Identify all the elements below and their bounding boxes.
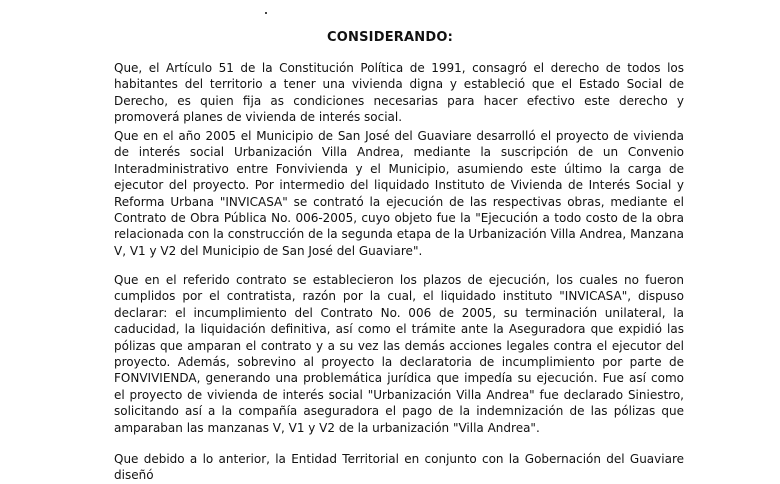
paragraph-territorial-entity: Que debido a lo anterior, la Entidad Territorial en conjunto con la Gobernación del Guaviare diseñó (114, 452, 684, 483)
section-heading: CONSIDERANDO: (327, 30, 453, 45)
paragraph-contract-breach: Que en el referido contrato se establecieron los plazos de ejecución, los cuales no fueron cumplidos por el contratista, razón por la cual, el liquidado instituto "INVICASA", dispuso declarar: el incumplimiento del Contrato No. 006 de 2005, su terminación unilateral, la caducidad, la liquidación definitiva, así como el trámite ante la Aseguradora que expidió las pólizas que amparan el contrato y a su vez las demás acciones legales contra el ejecutor del proyecto. Además, sobrevino al proyecto la declaratoria de incumplimiento por parte de FONVIVIENDA, generando una problemática jurídica que impedía su ejecución. Fue así como el proyecto de vivienda de interés social "Urbanización Villa Andrea" fue declarado Siniestro, solicitando así a la compañía aseguradora el pago de la indemnización de las pólizas que amparaban las manzanas V, V1 y V2 de la urbanización "Villa Andrea". (114, 273, 684, 435)
paragraph-villa-andrea-project: Que en el año 2005 el Municipio de San José del Guaviare desarrolló el proyecto de vivienda de interés social Urbanización Villa Andrea, mediante la suscripción de un Convenio Interadministrativo entre Fonvivienda y el Municipio, asumiendo este último la carga de ejecutor del proyecto. Por intermedio del liquidado Instituto de Vivienda de Interés Social y Reforma Urbana "INVICASA" se contrató la ejecución de las respectivas obras, mediante el Contrato de Obra Pública No. 006-2005, cuyo objeto fue la "Ejecución a todo costo de la obra relacionada con la construcción de la segunda etapa de la Urbanización Villa Andrea, Manzana V, V1 y V2 del Municipio de San José del Guaviare". (114, 129, 684, 258)
scan-speck (265, 12, 267, 14)
paragraph-article-51: Que, el Artículo 51 de la Constitución Política de 1991, consagró el derecho de todos los habitantes del territorio a tener una vivienda digna y estableció que el Estado Social de Derecho, es quien fija as condiciones necesarias para hacer efectivo este derecho y promoverá planes de vivienda de interés social. (114, 61, 684, 125)
